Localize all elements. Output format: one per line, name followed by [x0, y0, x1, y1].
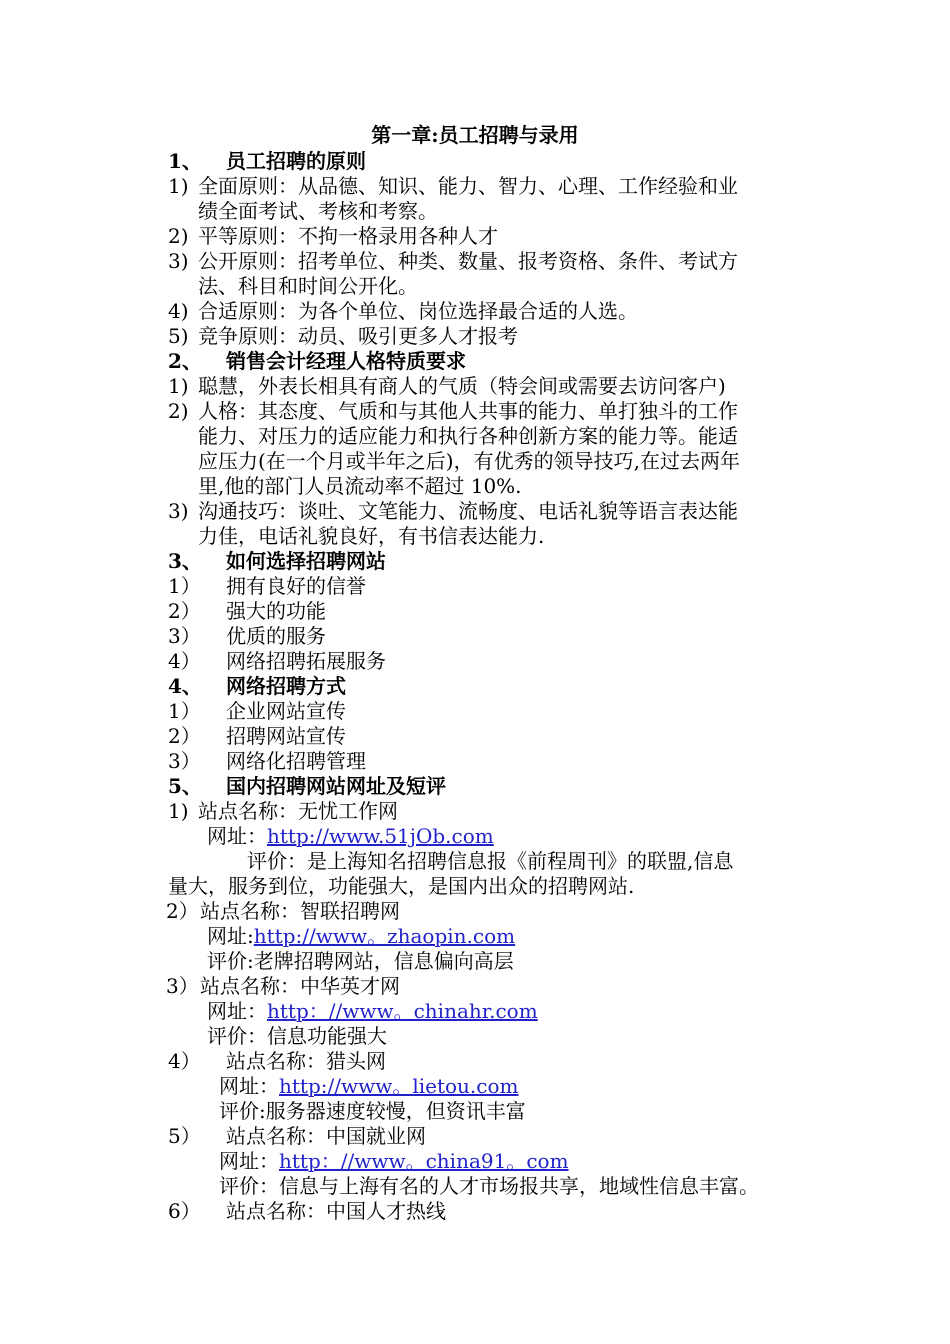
section-1-number: 1、 [168, 149, 202, 173]
s2-item-3-num: 3) [168, 499, 189, 523]
site-4-url-label: 网址： [219, 1074, 279, 1098]
site-3-url-link[interactable]: http：//www。chinahr.com [267, 999, 538, 1023]
s1-item-4-num: 4) [168, 299, 189, 323]
section-2-heading: 销售会计经理人格特质要求 [226, 349, 466, 373]
section-5-heading: 国内招聘网站网址及短评 [226, 774, 446, 798]
s4-item-2-text: 招聘网站宣传 [226, 724, 346, 748]
s3-item-3-text: 优质的服务 [226, 624, 326, 648]
s1-item-3-line-1: 公开原则：招考单位、种类、数量、报考资格、条件、考试方 [198, 249, 738, 273]
s4-item-2-num: 2） [168, 724, 201, 748]
site-3-num: 3） [166, 974, 199, 998]
site-6-name: 站点名称：中国人才热线 [226, 1199, 446, 1223]
s2-item-1-num: 1) [168, 374, 189, 398]
s4-item-3-num: 3） [168, 749, 201, 773]
s2-item-3-line-1: 沟通技巧：谈吐、文笔能力、流畅度、电话礼貌等语言表达能 [198, 499, 738, 523]
site-4-review: 评价:服务器速度较慢，但资讯丰富 [219, 1099, 526, 1123]
site-1-name: 站点名称：无忧工作网 [198, 799, 398, 823]
s3-item-2-text: 强大的功能 [226, 599, 326, 623]
s1-item-5-num: 5) [168, 324, 189, 348]
site-1-url-label: 网址： [207, 824, 267, 848]
site-2-url-label: 网址: [207, 924, 254, 948]
site-5-num: 5） [168, 1124, 201, 1148]
s2-item-2-num: 2) [168, 399, 189, 423]
s1-item-3-num: 3) [168, 249, 189, 273]
site-4-url-row [219, 1074, 518, 1099]
site-3-url-label: 网址： [207, 999, 267, 1023]
s4-item-3-text: 网络化招聘管理 [226, 749, 366, 773]
section-4-number: 4、 [168, 674, 202, 698]
s3-item-1-text: 拥有良好的信誉 [226, 574, 366, 598]
s3-item-4-num: 4） [168, 649, 201, 673]
site-1-review-line-1: 评价：是上海知名招聘信息报《前程周刊》的联盟,信息 [247, 849, 734, 873]
site-3-url-row [207, 999, 538, 1024]
s2-item-2-line-3: 应压力(在一个月或半年之后)，有优秀的领导技巧,在过去两年 [198, 449, 740, 473]
s1-item-1-line-1: 全面原则：从品德、知识、能力、智力、心理、工作经验和业 [198, 174, 738, 198]
site-5-url-label: 网址： [219, 1149, 279, 1173]
section-1-heading: 员工招聘的原则 [226, 149, 366, 173]
s4-item-1-num: 1） [168, 699, 201, 723]
section-2-number: 2、 [168, 349, 202, 373]
site-2-name: 站点名称：智联招聘网 [200, 899, 400, 923]
site-5-review: 评价：信息与上海有名的人才市场报共享，地域性信息丰富。 [219, 1174, 759, 1198]
section-4-heading: 网络招聘方式 [226, 674, 346, 698]
s2-item-3-line-2: 力佳，电话礼貌良好，有书信表达能力. [198, 524, 545, 548]
s1-item-3-line-2: 法、科目和时间公开化。 [198, 274, 418, 298]
site-2-review: 评价:老牌招聘网站，信息偏向高层 [207, 949, 514, 973]
s3-item-1-num: 1） [168, 574, 201, 598]
site-2-num: 2） [166, 899, 199, 923]
site-1-url-link[interactable]: http://www.51jOb.com [267, 824, 494, 848]
s1-item-1-line-2: 绩全面考试、考核和考察。 [198, 199, 438, 223]
site-1-review-line-2: 量大，服务到位，功能强大，是国内出众的招聘网站. [168, 874, 635, 898]
site-3-review: 评价：信息功能强大 [207, 1024, 387, 1048]
section-3-heading: 如何选择招聘网站 [226, 549, 386, 573]
s1-item-2-num: 2) [168, 224, 189, 248]
chapter-title: 第一章:员工招聘与录用 [371, 123, 579, 147]
s3-item-2-num: 2） [168, 599, 201, 623]
s1-item-4-line-1: 合适原则：为各个单位、岗位选择最合适的人选。 [198, 299, 638, 323]
site-1-num: 1) [168, 799, 189, 823]
section-5-number: 5、 [168, 774, 202, 798]
site-2-url-link[interactable]: http://www。zhaopin.com [253, 924, 516, 948]
s3-item-3-num: 3） [168, 624, 201, 648]
s4-item-1-text: 企业网站宣传 [226, 699, 346, 723]
site-4-url-link[interactable]: http://www。lietou.com [279, 1074, 519, 1098]
site-6-num: 6） [168, 1199, 201, 1223]
s3-item-4-text: 网络招聘拓展服务 [226, 649, 386, 673]
s1-item-5-line-1: 竞争原则：动员、吸引更多人才报考 [198, 324, 518, 348]
s2-item-2-line-4: 里,他的部门人员流动率不超过 10%. [198, 474, 522, 498]
s1-item-2-line-1: 平等原则：不拘一格录用各种人才 [198, 224, 498, 248]
s2-item-2-line-2: 能力、对压力的适应能力和执行各种创新方案的能力等。能适 [198, 424, 738, 448]
site-5-url-link[interactable]: http：//www。china91。com [279, 1149, 569, 1173]
site-4-num: 4） [168, 1049, 201, 1073]
site-5-url-row [219, 1149, 569, 1174]
site-5-name: 站点名称：中国就业网 [226, 1124, 426, 1148]
s2-item-1-line-1: 聪慧，外表长相具有商人的气质（特会间或需要去访问客户) [198, 374, 726, 398]
section-3-number: 3、 [168, 549, 202, 573]
site-2-url-row [207, 924, 515, 949]
s1-item-1-num: 1) [168, 174, 189, 198]
site-3-name: 站点名称：中华英才网 [200, 974, 400, 998]
site-1-url-row [207, 824, 494, 849]
site-4-name: 站点名称：猎头网 [226, 1049, 386, 1073]
s2-item-2-line-1: 人格：其态度、气质和与其他人共事的能力、单打独斗的工作 [198, 399, 738, 423]
